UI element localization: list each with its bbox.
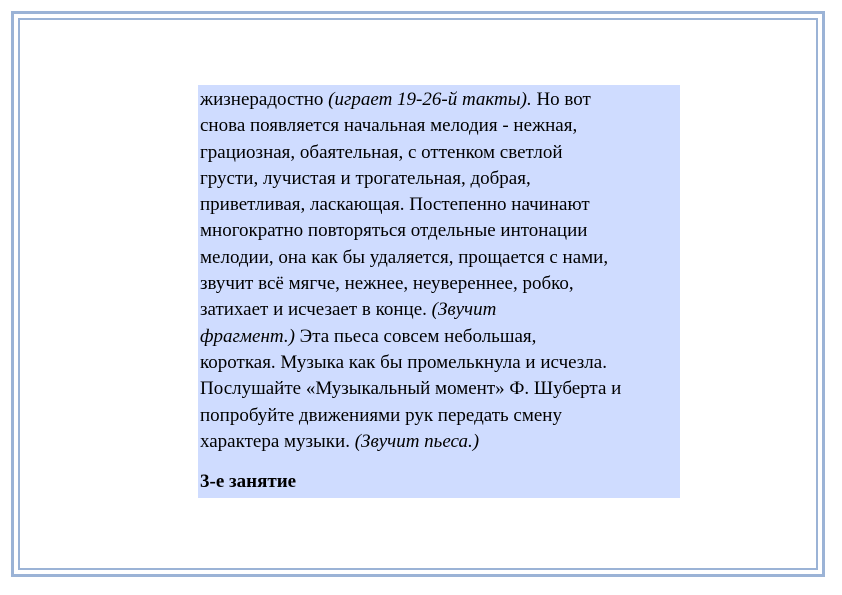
text-run: многократно повторяться отдельные интонации <box>200 220 588 242</box>
paragraph-line <box>200 140 682 166</box>
text-run: грусти, лучистая и трогательная, добрая, <box>200 167 531 189</box>
body-paragraph <box>200 87 682 455</box>
italic-remark: (играет 19-26-й такты). <box>328 89 532 110</box>
paragraph-line <box>200 324 682 350</box>
text-box <box>198 85 680 498</box>
lesson-heading: 3-е занятие <box>200 471 297 492</box>
paragraph-line <box>200 376 682 402</box>
text-run: мелодии, она как бы удаляется, прощается с нами, <box>200 246 609 268</box>
paragraph-line <box>200 192 682 218</box>
paragraph-line <box>200 429 682 455</box>
italic-remark: (Звучит пьеса.) <box>354 430 480 452</box>
paragraph-line <box>200 350 682 376</box>
text-run: короткая. Музыка как бы промелькнула и исчезла. <box>200 351 607 373</box>
italic-remark: (Звучит <box>431 299 497 321</box>
text-run: затихает и исчезает в конце. <box>200 299 432 321</box>
paragraph-line <box>200 271 682 297</box>
text-run: характера музыки. <box>200 430 355 452</box>
text-run: жизнерадостно <box>200 89 329 110</box>
text-run: приветливая, ласкающая. Постепенно начинают <box>200 194 590 216</box>
text-run: звучит всё мягче, нежнее, неувереннее, робко, <box>200 273 574 295</box>
text-run: Эта пьеса совсем небольшая, <box>294 325 537 347</box>
text-run: Послушайте «Музыкальный момент» Ф. Шуберта и <box>200 378 622 400</box>
paragraph-line <box>200 403 682 429</box>
paragraph-line <box>200 245 682 271</box>
paragraph-line <box>200 87 682 113</box>
text-run: грациозная, обаятельная, с оттенком светлой <box>200 141 563 163</box>
paragraph-line <box>200 113 682 139</box>
text-run: снова появляется начальная мелодия - нежная, <box>200 115 578 137</box>
italic-remark: фрагмент.) <box>200 325 295 347</box>
paragraph-line <box>200 218 682 244</box>
paragraph-line <box>200 166 682 192</box>
paragraph-line <box>200 297 682 323</box>
text-run: попробуйте движениями рук передать смену <box>200 404 562 426</box>
text-run: Но вот <box>531 89 591 110</box>
